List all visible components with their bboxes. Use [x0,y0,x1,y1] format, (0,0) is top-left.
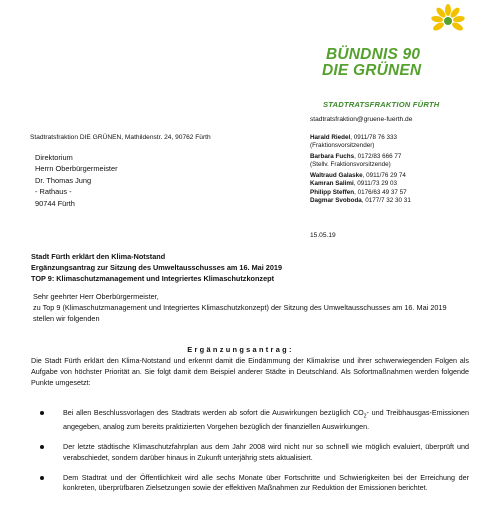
contact-item [310,134,411,150]
bullet-icon [40,445,44,449]
motion-title: Ergänzungsantrag: [187,345,294,354]
sender-line: Stadtratsfraktion DIE GRÜNEN, Mathildenstr. 24, 90762 Fürth [30,134,211,141]
contact-item [310,189,411,197]
contact-phone: , 0177/7 32 30 31 [361,196,411,204]
list-item: Dem Stadtrat und der Öffentlichkeit wird alle sechs Monate über Fortschritte und Schwierigkeiten bei der Erreichung der konkreten, überprüfbaren Zielsetzungen sowie der effektiven Maßnahmen zur Reduktion der Emissionen berichtet. [31,473,469,495]
contact-item [310,197,411,205]
contact-role: (Fraktionsvorsitzender) [310,142,375,150]
salutation: Sehr geehrter Herr Oberbürgermeister, [33,292,159,301]
recipient-address [35,152,118,209]
contact-name: Waltraud Galaske [310,172,363,180]
subject-line: TOP 9: Klimaschutzmanagement und Integriertes Klimaschutzkonzept [31,273,275,283]
letter-date: 15.05.19 [310,232,336,239]
contact-phone: , 0911/73 29 03 [353,180,398,188]
subject-line: Ergänzungsantrag zur Sitzung des Umweltausschusses am 16. Mai 2019 [31,262,283,272]
address-line: Herrn Oberbürgermeister [35,164,118,174]
bullet-icon [40,476,44,480]
logo-line-1: BÜNDNIS 90 [326,46,421,63]
salutation-block [33,292,453,324]
contact-phone: , 0172/83 666 77 [354,153,402,161]
bullet-icon [40,411,44,415]
address-line: Direktorium [35,153,73,162]
address-line: Dr. Thomas Jung [35,175,92,185]
subject-headlines [31,252,282,284]
contact-phone: , 0911/78 76 333 [350,134,398,141]
motion-intro: Die Stadt Fürth erklärt den Klima-Notstand und erkennt damit die Eindämmung der Klimakrise und ihrer schwerwiegenden Folgen als Aufgabe von höchster Priorität an. Sie folgt damit dem Beispiel anderer Städte in Deutschland. Als Sofortmaßnahmen werden folgende Punkte umgesetzt: [31,356,469,387]
address-line: 90744 Fürth [35,198,75,208]
measures-list [31,408,469,503]
contact-phone: , 0911/76 29 74 [362,172,406,180]
contact-list [310,134,411,205]
fraktion-name: STADTRATSFRAKTION FÜRTH [323,100,440,109]
logo-line-2: DIE GRÜNEN [322,62,422,79]
contact-item [310,153,411,169]
contact-name: Kamran Salimi [310,180,354,188]
address-line: - Rathaus - [35,187,72,197]
contact-item [310,180,411,188]
list-item: Der letzte städtische Klimaschutzfahrplan aus dem Jahr 2008 wird nicht nur so schnell wie möglich evaluiert, überprüft und verabschiedet, sondern darüber hinaus in Zukunft unterjährig stets aktualisiert. [31,442,469,464]
contact-phone: , 0176/63 49 37 57 [354,188,407,196]
contact-name: Barbara Fuchs [310,153,355,161]
subject-line: Stadt Fürth erklärt den Klima-Notstand [31,252,166,261]
email-link[interactable]: stadtratsfraktion@gruene-fuerth.de [310,116,413,123]
contact-name: Harald Riedel [310,134,351,141]
contact-name: Philipp Steffen [310,188,355,196]
contact-name: Dagmar Svoboda [310,196,362,204]
sunflower-icon [426,4,470,38]
salutation-body: zu Top 9 (Klimaschutzmanagement und Integriertes Klimaschutzkonzept) der Sitzung des Umweltausschusses am 16. Mai 2019 stellen wir folgenden [33,302,447,323]
party-logo [322,4,478,84]
list-item: Bei allen Beschlussvorlagen des Stadtrats werden ab sofort die Auswirkungen bezüglich $CO_2-$ und Treibhausgas-Emissionen angegeben, analog zum bereits praktizierten Vorgehen bezüglich der finanziellen Auswirkungen. [31,408,469,433]
contact-item [310,172,411,180]
contact-role: (Stellv. Fraktionsvorsitzende) [310,161,391,169]
